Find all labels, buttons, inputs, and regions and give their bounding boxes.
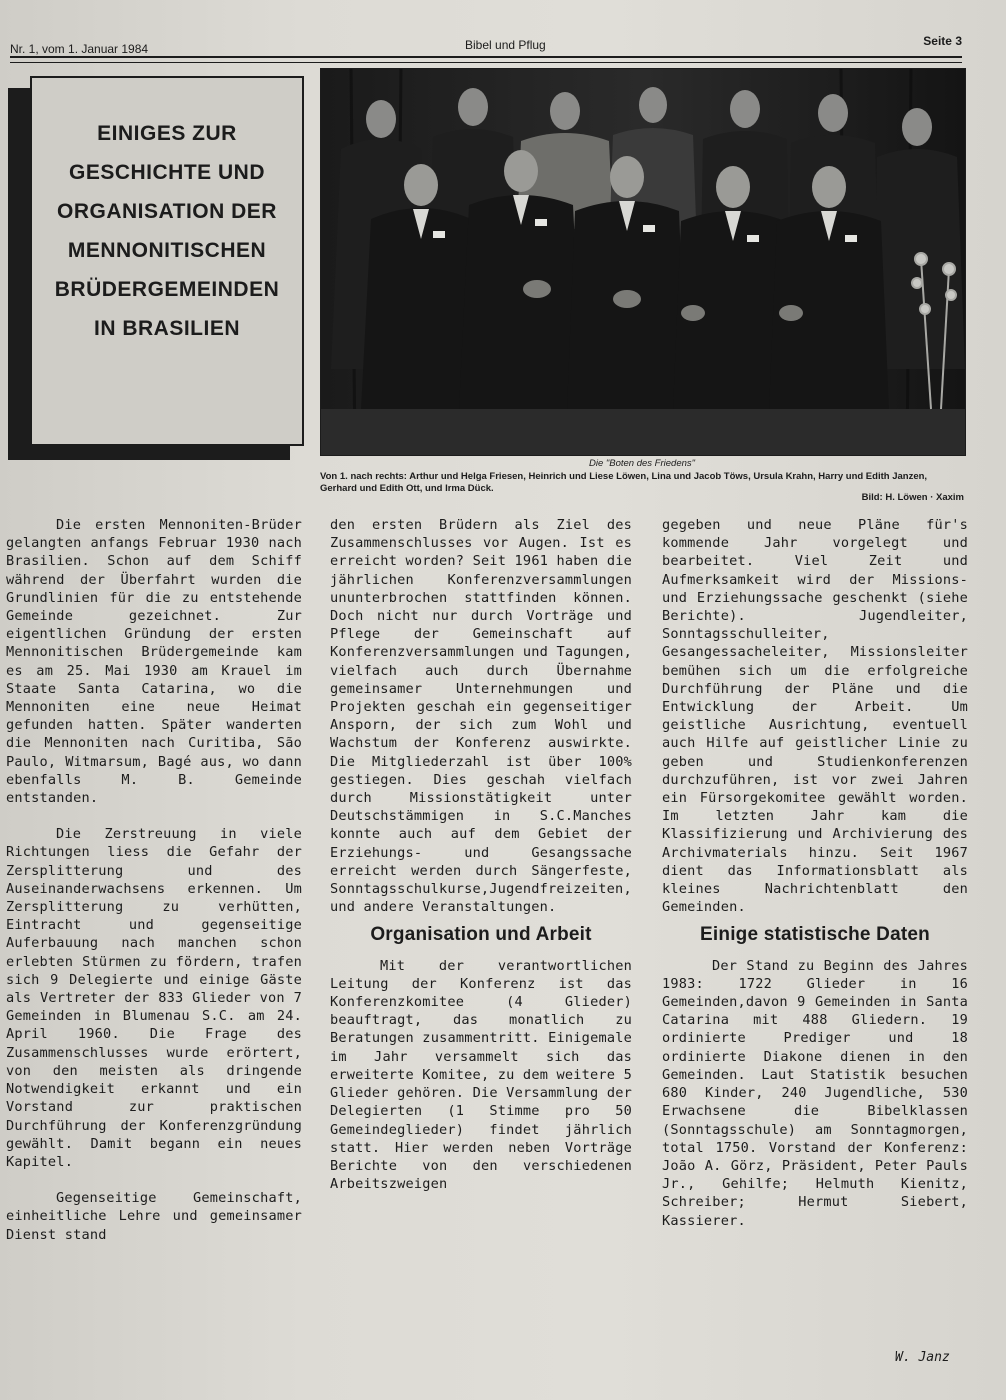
group-photo-illustration	[321, 69, 965, 455]
author-signature: W. Janz	[895, 1350, 950, 1365]
section-heading: Organisation und Arbeit	[370, 924, 592, 946]
column-2	[330, 516, 632, 1193]
paragraph: Die Zerstreuung in viele Richtungen liess die Gefahr der Zersplitterung und des Auseinanderwachsens erkennen. Um Zersplitterung zu verhütten, Eintracht und gegenseitige Auferbauung nach manchen schon erlebten Stürmen zu fördern, trafen sich 9 Delegierte und einige Gäste als Vertreter der 833 Glieder von 7 Gemeinden in Blumenau S.C. am 24. April 1960. Die Frage des Zusammenschlusses wurde erörtert, von den meisten als dringende Notwendigkeit erkannt und ein Vorstand zur praktischen Durchführung der Konferenzgründung gewählt. Damit begann ein neues Kapitel.	[6, 826, 302, 1170]
column-1	[6, 516, 302, 1244]
title-line: EINIGES ZUR	[97, 122, 237, 145]
photo-caption	[320, 458, 964, 503]
section-heading: Einige statistische Daten	[700, 924, 930, 946]
group-photo	[320, 68, 966, 456]
title-box-frame	[30, 76, 304, 446]
photo-credit: Bild: H. Löwen · Xaxim	[861, 492, 964, 503]
title-line: BRÜDERGEMEINDEN	[54, 278, 280, 301]
paragraph: Mit der verantwortlichen Leitung der Konferenz ist das Konferenzkomitee (4 Glieder) beauftragt, das monatlich zu Beratungen zusammentritt. Einigemale im Jahr versammelt sich das erweiterte Komitee, zu dem weitere 5 Glieder gehören. Die Versammlung der Delegierten (1 Stimme pro 50 Gemeindeglieder) findet jährlich statt. Hier werden neben Vorträge Berichte von den verschiedenen Arbeitszweigen	[330, 957, 632, 1193]
header-rule	[10, 56, 962, 58]
caption-title: Die "Boten des Friedens"	[588, 458, 696, 469]
title-line: ORGANISATION DER	[57, 200, 277, 223]
paragraph: Gegenseitige Gemeinschaft, einheitliche Lehre und gemeinsamer Dienst stand	[6, 1190, 302, 1243]
publication-name: Bibel und Pflug	[465, 38, 546, 52]
title-line: IN BRASILIEN	[93, 317, 240, 340]
caption-names: Von 1. nach rechts: Arthur und Helga Friesen, Heinrich und Liese Löwen, Lina und Jacob Töws, Ursula Krahn, Harry und Edith Janzen, Gerhard und Edith Ott, und Irma Dück.	[320, 471, 928, 494]
column-3	[662, 516, 968, 1230]
title-line: GESCHICHTE UND	[68, 161, 265, 184]
paragraph: den ersten Brüdern als Ziel des Zusammenschlusses vor Augen. Ist es erreicht worden? Seit 1961 haben die jährlichen Konferenzversammlungen ununterbrochen stattfinden können. Doch nicht nur durch Vorträge und Pflege der Gemeinschaft auf Konferenzversammlungen und Tagungen, vielfach auch durch Übernahme gemeinsamer Unternehmungen und Projekten geschah ein gegenseitiger Ansporn, der sich zum Wohl und Wachstum der Konferenz auswirkte. Die Mitgliederzahl ist über 100% gestiegen. Dies geschah vielfach durch Missionstätigkeit unter Deutschstämmigen in S.C.Manches konnte auch auf dem Gebiet der Erziehungs- und Gesangssache erreicht werden durch Sängerfeste, Sonntagsschulkurse,Jugendfreizeiten, und andere Veranstaltungen.	[330, 517, 632, 916]
article-title-box	[8, 72, 302, 462]
issue-line: Nr. 1, vom 1. Januar 1984	[10, 42, 149, 56]
title-line: MENNONITISCHEN	[67, 239, 267, 262]
page-number: Seite 3	[923, 34, 962, 48]
paragraph: Die ersten Mennoniten-Brüder gelangten anfangs Februar 1930 nach Brasilien. Schon auf dem Schiff während der Überfahrt wurden die Grundlinien für die zu entstehende Gemeinde gezeichnet. Zur eigentlichen Gründung der ersten Mennonitischen Brüdergemeinde kam es am 25. Mai 1930 am Krauel im Staate Santa Catarina, wo die Mennoniten eine neue Heimat gefunden hatten. Später wanderten die Mennoniten nach Curitiba, São Paulo, Witmarsum, Bagé aus, wo dann ebenfalls M. B. Gemeinde entstanden.	[6, 517, 302, 807]
paragraph: Der Stand zu Beginn des Jahres 1983: 1722 Glieder in 16 Gemeinden,davon 9 Gemeinden in Santa Catarina mit 488 Gliedern. 19 ordinierte Prediger und 18 ordinierte Diakone dienen in den Gemeinden. Laut Statistik besuchen 680 Kinder, 240 Jugendliche, 530 Erwachsene die Bibelklassen (Sonntagsschule) am Sonntagmorgen, total 1750. Vorstand der Konferenz: João A. Görz, Präsident, Peter Pauls Jr., Gehilfe; Helmuth Kienitz, Schreiber; Hermut Siebert, Kassierer.	[662, 957, 968, 1229]
article-title	[32, 114, 302, 348]
page-header	[10, 34, 962, 56]
paragraph: gegeben und neue Pläne für's kommende Jahr vorgelegt und bearbeitet. Viel Zeit und Aufmerksamkeit wird der Missions- und Erziehungssache geschenkt (siehe Berichte). Jugendleiter, Sonntagsschulleiter, Gesangessacheleiter, Missionsleiter bemühen sich um die erfolgreiche Durchführung der Pläne und die Entwicklung der Arbeit. Um geistliche Ausrichtung, eventuell auch Hilfe auf geistlicher Linie zu geben und Studienkonferenzen durchzuführen, ist vor zwei Jahren ein Fürsorgekomitee gewählt worden. Im letzten Jahr kam die Klassifizierung und Archivierung des Archivmaterials hinzu. Seit 1967 dient das Informationsblatt als kleines Nachrichtenblatt den Gemeinden.	[662, 517, 968, 916]
header-rule-thin	[10, 62, 962, 63]
